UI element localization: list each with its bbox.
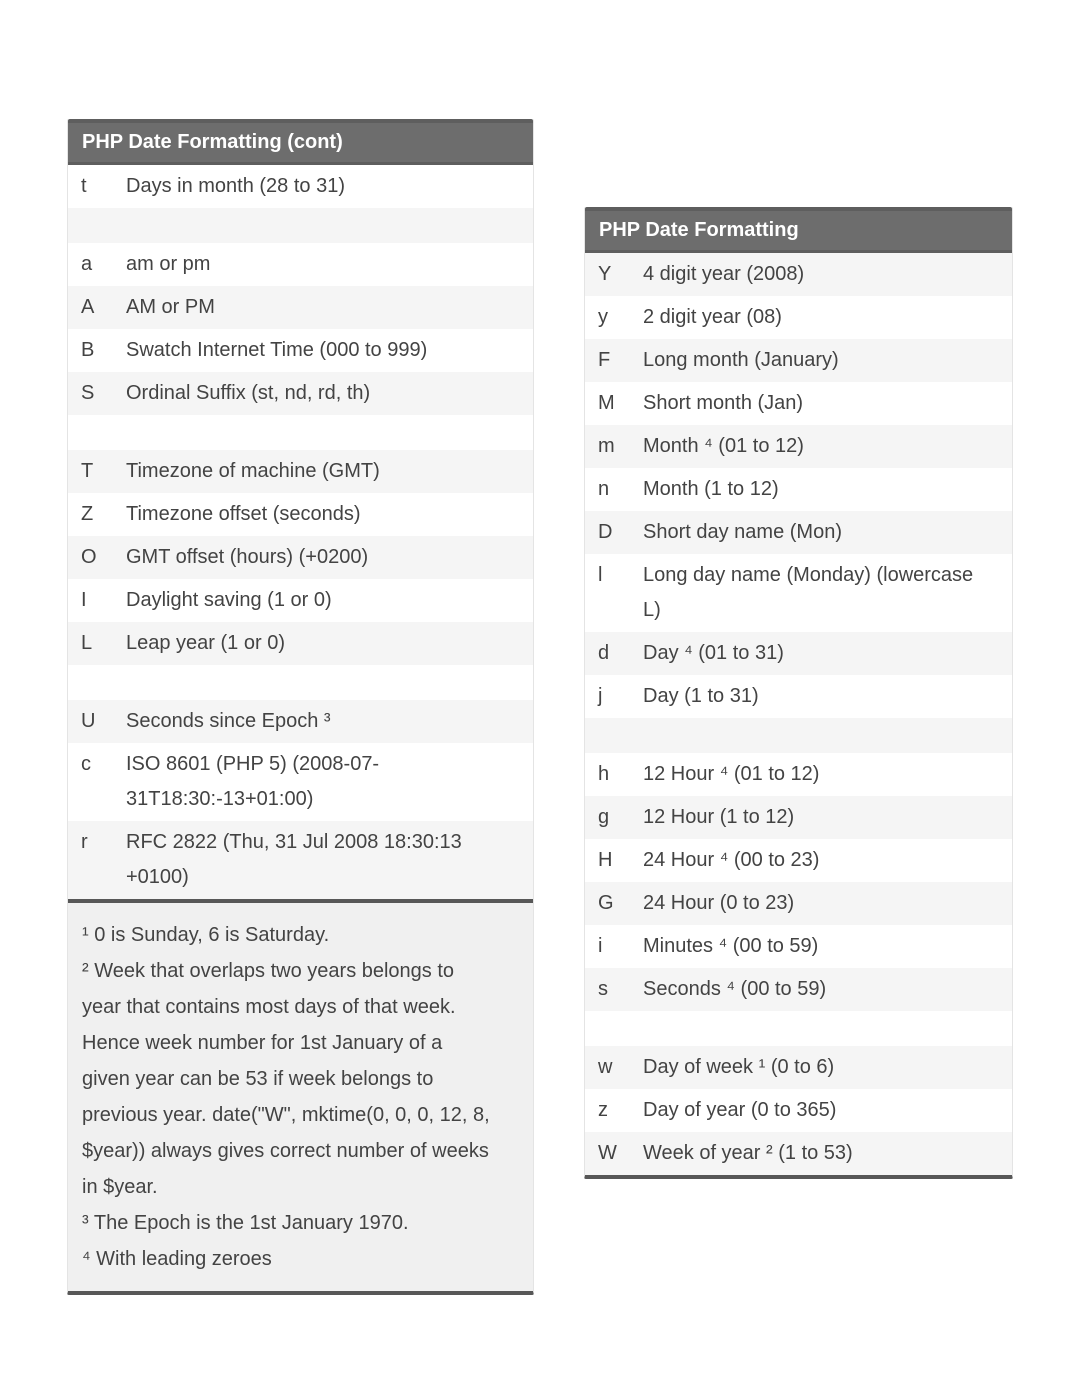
format-description: 24 Hour ⁴ (00 to 23) — [643, 849, 820, 871]
table-row — [68, 700, 533, 743]
table-row — [585, 968, 1012, 1011]
format-char: c — [81, 753, 91, 775]
format-description: Daylight saving (1 or 0) — [126, 589, 332, 611]
footnote: ¹ 0 is Sunday, 6 is Saturday. — [82, 924, 330, 946]
format-description: RFC 2822 (Thu, 31 Jul 2008 18:30:13 +0100) — [126, 831, 462, 888]
format-description: Long month (January) — [643, 349, 839, 371]
format-description: Seconds ⁴ (00 to 59) — [643, 978, 827, 1000]
format-description: Leap year (1 or 0) — [126, 632, 285, 654]
format-description: Week of year ² (1 to 53) — [643, 1142, 853, 1164]
format-char: S — [81, 382, 95, 404]
table-row — [585, 839, 1012, 882]
table-row — [68, 536, 533, 579]
table-row — [585, 468, 1012, 511]
format-description: 4 digit year (2008) — [643, 263, 805, 285]
format-description: Day of year (0 to 365) — [643, 1099, 837, 1121]
format-description: ISO 8601 (PHP 5) (2008-07-31T18:30:-13+01:00) — [126, 753, 380, 810]
format-table — [68, 165, 533, 899]
table-row — [585, 554, 1012, 632]
table-row-spacer — [585, 718, 1012, 753]
table-row — [585, 339, 1012, 382]
format-char: M — [598, 392, 615, 414]
format-description: 12 Hour (1 to 12) — [643, 806, 795, 828]
format-description: Short day name (Mon) — [643, 521, 842, 543]
format-description: Day ⁴ (01 to 31) — [643, 642, 784, 664]
table-row — [585, 296, 1012, 339]
table-row — [585, 1089, 1012, 1132]
table-row-spacer — [585, 1011, 1012, 1046]
card-title-bar — [585, 207, 1012, 253]
table-row — [585, 253, 1012, 296]
format-char: m — [598, 435, 615, 457]
card-title: PHP Date Formatting — [599, 219, 799, 241]
format-description: GMT offset (hours) (+0200) — [126, 546, 369, 568]
format-char: y — [598, 306, 608, 328]
format-description: 24 Hour (0 to 23) — [643, 892, 795, 914]
format-char: l — [598, 564, 603, 586]
format-description: Short month (Jan) — [643, 392, 804, 414]
table-row — [585, 925, 1012, 968]
card-title-bar — [68, 119, 533, 165]
format-char: n — [598, 478, 610, 500]
table-row — [585, 632, 1012, 675]
format-char: z — [598, 1099, 608, 1121]
format-description: 2 digit year (08) — [643, 306, 782, 328]
format-description: Month ⁴ (01 to 12) — [643, 435, 804, 457]
card-title: PHP Date Formatting (cont) — [82, 131, 343, 153]
footnote: ⁴ With leading zeroes — [82, 1248, 272, 1270]
format-char: B — [81, 339, 95, 361]
table-row — [68, 821, 533, 899]
format-char: t — [81, 175, 87, 197]
format-char: i — [598, 935, 603, 957]
table-row-spacer — [68, 415, 533, 450]
table-row — [585, 511, 1012, 554]
table-row — [585, 1132, 1012, 1175]
format-char: s — [598, 978, 608, 1000]
table-row — [585, 675, 1012, 718]
table-row-spacer — [68, 208, 533, 243]
footnotes — [68, 899, 533, 1291]
table-row — [68, 579, 533, 622]
table-row — [585, 796, 1012, 839]
format-char: r — [81, 831, 88, 853]
cheat-card-php-date-formatting — [584, 207, 1013, 1179]
format-description: Day of week ¹ (0 to 6) — [643, 1056, 835, 1078]
format-char: U — [81, 710, 96, 732]
format-char: d — [598, 642, 610, 664]
format-char: O — [81, 546, 97, 568]
format-description: Month (1 to 12) — [643, 478, 779, 500]
table-row-spacer — [68, 665, 533, 700]
format-char: D — [598, 521, 613, 543]
format-char: j — [598, 685, 603, 707]
format-description: Long day name (Monday) (lowercase L) — [643, 564, 974, 621]
table-row — [68, 329, 533, 372]
format-description: Swatch Internet Time (000 to 999) — [126, 339, 428, 361]
format-char: Y — [598, 263, 612, 285]
format-description: Day (1 to 31) — [643, 685, 759, 707]
format-table — [585, 253, 1012, 1175]
table-row — [68, 622, 533, 665]
footnote: ³ The Epoch is the 1st January 1970. — [82, 1212, 409, 1234]
table-row — [68, 493, 533, 536]
format-char: a — [81, 253, 93, 275]
format-description: AM or PM — [126, 296, 215, 318]
table-row — [585, 882, 1012, 925]
table-row — [585, 382, 1012, 425]
format-char: W — [598, 1142, 617, 1164]
format-description: Ordinal Suffix (st, nd, rd, th) — [126, 382, 371, 404]
format-description: am or pm — [126, 253, 211, 275]
format-char: G — [598, 892, 614, 914]
table-row — [68, 243, 533, 286]
format-char: A — [81, 296, 95, 318]
format-char: F — [598, 349, 611, 371]
table-row — [68, 450, 533, 493]
table-row — [585, 1046, 1012, 1089]
table-row — [68, 165, 533, 208]
footnote: ² Week that overlaps two years belongs to year that contains most days of that week. Hence week number for 1st January of a given year can be 53 if week belongs to previous year. date("W", mktime(0, 0, 0, 12, 8, $year)) always gives correct number of weeks in $year. — [82, 960, 490, 1198]
format-char: L — [81, 632, 93, 654]
format-char: g — [598, 806, 610, 828]
format-char: w — [598, 1056, 613, 1078]
format-description: Timezone offset (seconds) — [126, 503, 361, 525]
format-char: Z — [81, 503, 94, 525]
table-row — [68, 743, 533, 821]
format-description: 12 Hour ⁴ (01 to 12) — [643, 763, 820, 785]
table-row — [68, 286, 533, 329]
cheat-card-php-date-formatting-cont — [67, 119, 534, 1295]
table-row — [68, 372, 533, 415]
format-description: Days in month (28 to 31) — [126, 175, 345, 197]
format-description: Seconds since Epoch ³ — [126, 710, 331, 732]
table-row — [585, 425, 1012, 468]
format-char: h — [598, 763, 610, 785]
format-char: H — [598, 849, 613, 871]
format-char: I — [81, 589, 87, 611]
table-row — [585, 753, 1012, 796]
format-description: Minutes ⁴ (00 to 59) — [643, 935, 819, 957]
format-char: T — [81, 460, 94, 482]
format-description: Timezone of machine (GMT) — [126, 460, 380, 482]
